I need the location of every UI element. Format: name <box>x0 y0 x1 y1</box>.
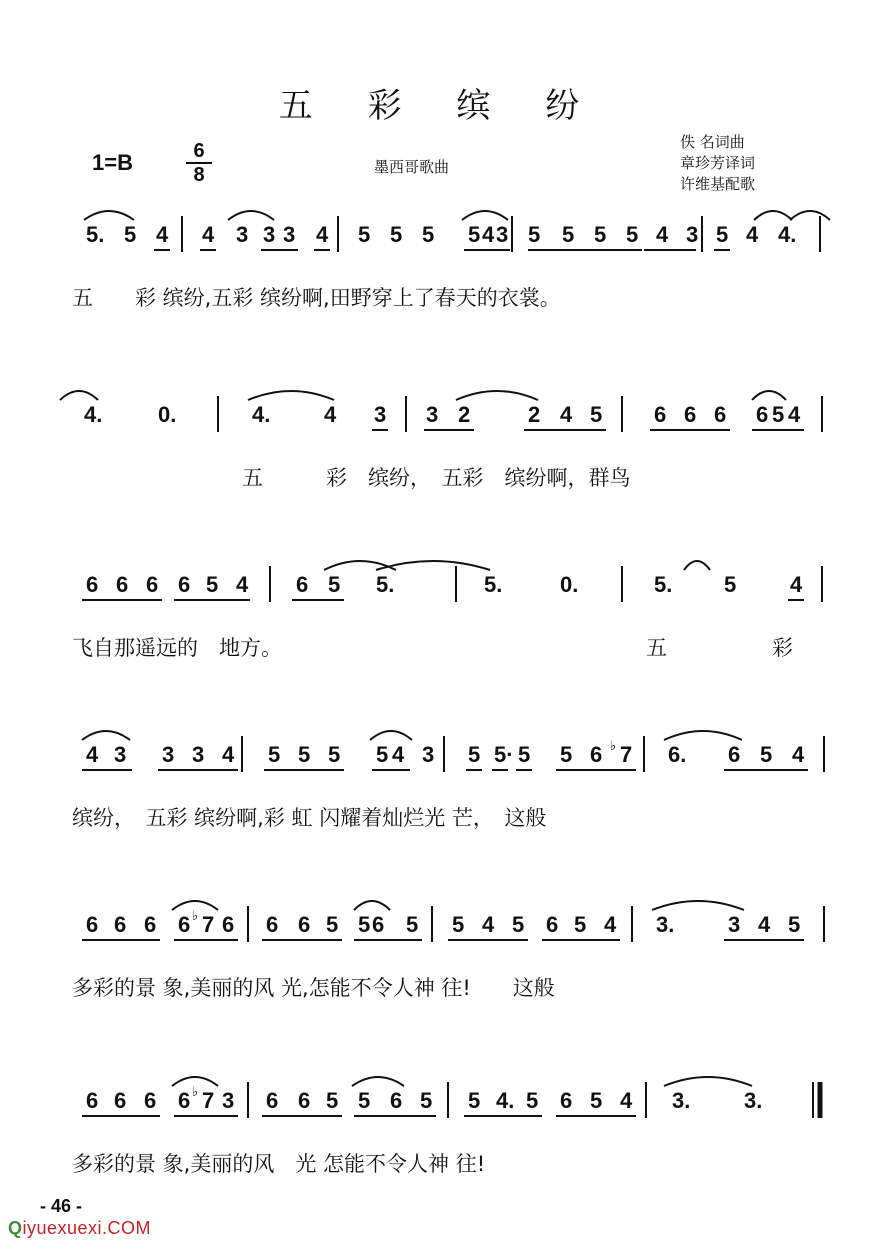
note-numeral: 3 <box>686 222 699 247</box>
page-number: - 46 - <box>40 1196 83 1216</box>
note-numeral: 3 <box>114 742 127 767</box>
note-numeral: 2 <box>528 402 541 427</box>
slur-mark <box>456 391 538 400</box>
note-numeral: 5. <box>484 572 503 597</box>
slur-mark <box>228 211 274 220</box>
note-numeral: 5. <box>654 572 673 597</box>
note-numeral: 6 <box>298 1088 311 1113</box>
note-numeral: 5 <box>526 1088 539 1113</box>
note-numeral: 5 <box>468 1088 481 1113</box>
notation-staff <box>0 888 880 968</box>
note-numeral: 5 <box>468 742 481 767</box>
note-numeral: 3 <box>192 742 205 767</box>
slur-mark <box>752 391 786 400</box>
note-numeral: 6 <box>86 572 99 597</box>
lyrics-line-right: 五 彩 <box>646 636 793 660</box>
note-numeral: 3 <box>374 402 387 427</box>
note-numeral: 5 <box>376 742 389 767</box>
song-title: 五 彩 缤 纷 <box>278 86 602 126</box>
lyrics-line: 五 彩 缤纷， 五彩 缤纷啊，群鸟 <box>242 466 631 490</box>
note-numeral: 4 <box>392 742 405 767</box>
note-numeral: 6 <box>266 912 279 937</box>
note-numeral: 4 <box>656 222 669 247</box>
slur-mark <box>790 211 830 220</box>
slur-mark <box>684 561 710 570</box>
note-numeral: 6 <box>144 912 157 937</box>
note-numeral: 3. <box>744 1088 763 1113</box>
note-numeral: 3 <box>496 222 509 247</box>
note-numeral: 3 <box>236 222 249 247</box>
note-numeral: 5 <box>760 742 773 767</box>
note-numeral: 6 <box>560 1088 573 1113</box>
slur-mark <box>248 391 334 400</box>
note-numeral: 0. <box>560 572 579 597</box>
note-numeral: 5. <box>86 222 105 247</box>
slur-mark <box>60 391 98 400</box>
note-numeral: 6 <box>114 912 127 937</box>
site-watermark <box>8 1218 151 1239</box>
note-numeral: 4 <box>790 572 803 597</box>
slur-mark <box>664 731 742 740</box>
note-numeral: 5 <box>724 572 737 597</box>
note-numeral: 6 <box>114 1088 127 1113</box>
credits <box>680 132 755 195</box>
note-numeral: 5 <box>358 222 371 247</box>
note-numeral: 6 <box>296 572 309 597</box>
note-numeral: 5 <box>512 912 525 937</box>
note-numeral: 4 <box>746 222 759 247</box>
credit-composer: 佚 名词曲 <box>680 133 745 151</box>
note-numeral: 5 <box>574 912 587 937</box>
note-numeral: 5 <box>518 742 531 767</box>
note-numeral: 5 <box>594 222 607 247</box>
note-numeral: 6 <box>684 402 697 427</box>
note-numeral: 3 <box>728 912 741 937</box>
note-numeral: 5 <box>390 222 403 247</box>
note-numeral: 4 <box>560 402 573 427</box>
credit-translator: 章珍芳译词 <box>680 154 756 172</box>
note-numeral: 5 <box>788 912 801 937</box>
key-signature: 1=B <box>92 150 133 175</box>
note-numeral: 7 <box>202 1088 215 1113</box>
note-numeral: 5 <box>560 742 573 767</box>
note-numeral: 5 <box>124 222 137 247</box>
note-numeral: 6 <box>178 1088 191 1113</box>
note-numeral: 4 <box>86 742 99 767</box>
slur-mark <box>652 901 744 910</box>
note-numeral: 6 <box>714 402 727 427</box>
meter-denominator: 8 <box>193 164 205 186</box>
note-numeral: 5· <box>494 742 514 767</box>
watermark-initial: Q <box>8 1218 23 1238</box>
notation-staff <box>0 718 880 798</box>
lyrics-line: 缤纷， 五彩 缤纷啊,彩 虹 闪耀着灿烂光 芒， 这般 <box>72 806 547 830</box>
note-numeral: 6 <box>222 912 235 937</box>
note-numeral: 6 <box>390 1088 403 1113</box>
note-numeral: 6 <box>266 1088 279 1113</box>
lyrics-line: 五 彩 缤纷,五彩 缤纷啊,田野穿上了春天的衣裳。 <box>72 286 561 310</box>
notation-staff <box>0 378 880 458</box>
note-numeral: 4 <box>788 402 801 427</box>
flat-sign: ♭ <box>610 739 617 754</box>
lyrics-line: 飞自那遥远的 地方。 <box>72 636 282 660</box>
song-origin: 墨西哥歌曲 <box>374 158 450 176</box>
note-numeral: 6 <box>654 402 667 427</box>
flat-sign: ♭ <box>192 909 199 924</box>
note-numeral: 5 <box>562 222 575 247</box>
note-numeral: 5 <box>326 912 339 937</box>
note-numeral: 5 <box>326 1088 339 1113</box>
watermark-text: iyuexuexi.COM <box>22 1218 152 1238</box>
note-numeral: 5 <box>206 572 219 597</box>
note-numeral: 6 <box>146 572 159 597</box>
note-numeral: 5 <box>626 222 639 247</box>
note-numeral: 3. <box>672 1088 691 1113</box>
note-numeral: 5 <box>420 1088 433 1113</box>
slur-mark <box>370 731 412 740</box>
note-numeral: 4 <box>604 912 617 937</box>
note-numeral: 7 <box>620 742 633 767</box>
note-numeral: 5 <box>452 912 465 937</box>
note-numeral: 4 <box>324 402 337 427</box>
flat-sign: ♭ <box>192 1085 199 1100</box>
note-numeral: 3 <box>222 1088 235 1113</box>
note-numeral: 5 <box>590 1088 603 1113</box>
note-numeral: 4 <box>620 1088 633 1113</box>
meter-numerator: 6 <box>186 140 212 164</box>
note-numeral: 3 <box>283 222 296 247</box>
note-numeral: 3 <box>426 402 439 427</box>
note-numeral: 6 <box>86 912 99 937</box>
note-numeral: 5 <box>468 222 481 247</box>
note-numeral: 0. <box>158 402 177 427</box>
slur-mark <box>664 1077 752 1086</box>
slur-mark <box>84 211 134 220</box>
note-numeral: 4 <box>792 742 805 767</box>
credit-arranger: 许维基配歌 <box>680 175 756 193</box>
note-numeral: 5 <box>298 742 311 767</box>
lyrics-line: 多彩的景 象,美丽的风 光,怎能不令人神 往! 这般 <box>72 976 555 1000</box>
note-numeral: 6 <box>178 912 191 937</box>
slur-mark <box>754 211 792 220</box>
note-numeral: 3. <box>656 912 675 937</box>
slur-mark <box>462 211 508 220</box>
note-numeral: 6 <box>178 572 191 597</box>
note-numeral: 4. <box>84 402 103 427</box>
slur-mark <box>352 1077 404 1086</box>
note-numeral: 6. <box>668 742 687 767</box>
note-numeral: 4. <box>778 222 797 247</box>
note-numeral: 6 <box>144 1088 157 1113</box>
note-numeral: 6 <box>728 742 741 767</box>
slur-mark <box>324 561 396 570</box>
note-numeral: 4 <box>482 912 495 937</box>
note-numeral: 5 <box>328 742 341 767</box>
note-numeral: 6 <box>298 912 311 937</box>
note-numeral: 6 <box>756 402 769 427</box>
note-numeral: 6 <box>86 1088 99 1113</box>
note-numeral: 4 <box>316 222 329 247</box>
note-numeral: 5 <box>772 402 785 427</box>
note-numeral: 4 <box>222 742 235 767</box>
note-numeral: 5 <box>422 222 435 247</box>
note-numeral: 5 <box>406 912 419 937</box>
note-numeral: 5 <box>716 222 729 247</box>
note-numeral: 6 <box>590 742 603 767</box>
note-numeral: 6 <box>116 572 129 597</box>
notation-staff <box>0 548 880 628</box>
time-signature <box>186 140 212 186</box>
note-numeral: 6 <box>546 912 559 937</box>
slur-mark <box>354 901 390 910</box>
note-numeral: 4. <box>496 1088 515 1113</box>
note-numeral: 2 <box>458 402 471 427</box>
note-numeral: 4 <box>202 222 215 247</box>
note-numeral: 3 <box>162 742 175 767</box>
note-numeral: 5 <box>590 402 603 427</box>
lyrics-line: 多彩的景 象,美丽的风 光 怎能不令人神 往! <box>72 1152 486 1176</box>
note-numeral: 4. <box>252 402 271 427</box>
note-numeral: 5. <box>376 572 395 597</box>
note-numeral: 5 <box>358 912 371 937</box>
note-numeral: 4 <box>482 222 495 247</box>
note-numeral: 4 <box>236 572 249 597</box>
note-numeral: 7 <box>202 912 215 937</box>
notation-staff <box>0 198 880 278</box>
note-numeral: 4 <box>156 222 169 247</box>
note-numeral: 5 <box>528 222 541 247</box>
notation-staff <box>0 1064 880 1144</box>
note-numeral: 5 <box>268 742 281 767</box>
note-numeral: 5 <box>358 1088 371 1113</box>
note-numeral: 5 <box>328 572 341 597</box>
note-numeral: 6 <box>372 912 385 937</box>
note-numeral: 3 <box>263 222 276 247</box>
note-numeral: 3 <box>422 742 435 767</box>
note-numeral: 4 <box>758 912 771 937</box>
slur-mark <box>82 731 130 740</box>
